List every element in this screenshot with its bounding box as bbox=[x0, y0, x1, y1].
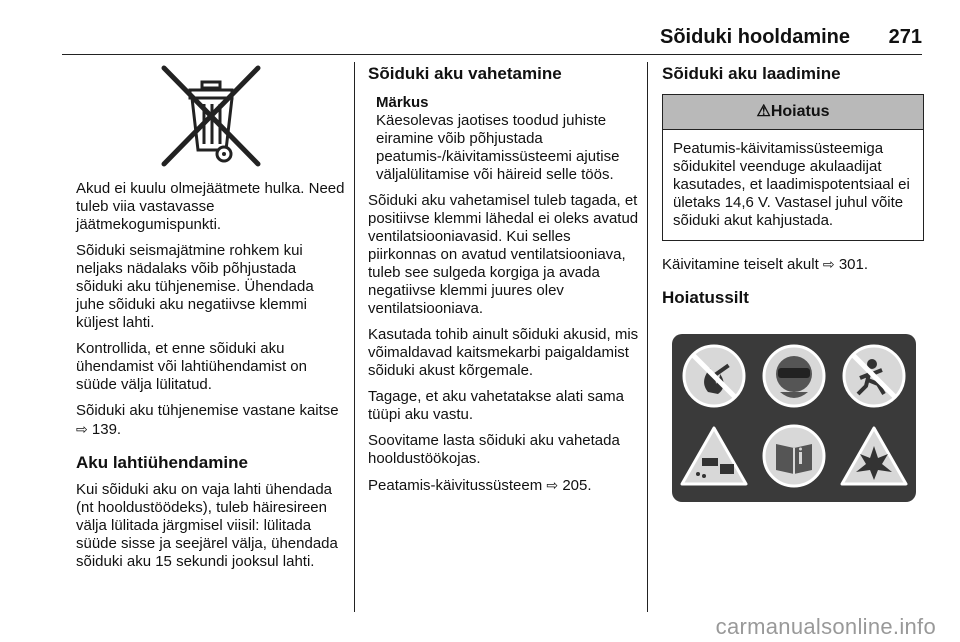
page-reference[interactable]: 205. bbox=[562, 477, 592, 494]
crossed-out-wheelie-bin-icon bbox=[76, 64, 346, 170]
warning-header bbox=[663, 95, 923, 130]
reference-arrow-icon: ⇨ bbox=[546, 477, 559, 493]
page-reference[interactable]: 301. bbox=[838, 256, 869, 273]
paragraph-text: Peatamis-käivitussüsteem bbox=[368, 477, 543, 494]
eye-protection-icon bbox=[764, 346, 824, 406]
column-3 bbox=[662, 64, 924, 316]
page-reference[interactable]: 139. bbox=[91, 421, 122, 438]
paragraph: Kontrollida, et enne sõiduki aku ühendamist või lahtiühendamist on süüde välja lülitatud. bbox=[76, 340, 307, 393]
paragraph: Kasutada tohib ainult sõiduki akusid, mis võimaldavad kaitsmekarbi paigaldamist sõiduki akust kõrgemale. bbox=[368, 326, 639, 379]
paragraph-text: Sõiduki aku tühjenemise vastane kaitse bbox=[76, 402, 339, 419]
column-2 bbox=[368, 64, 640, 503]
keep-children-away-icon bbox=[844, 346, 904, 406]
paragraph-with-reference bbox=[368, 476, 640, 495]
section-heading: Hoiatussilt bbox=[662, 288, 749, 307]
section-heading: Sõiduki aku laadimine bbox=[662, 64, 841, 83]
footer-watermark: carmanualsonline.info bbox=[715, 614, 936, 639]
warning-icon: ⚠ bbox=[756, 103, 771, 120]
reference-arrow-icon: ⇨ bbox=[822, 256, 835, 272]
note-block bbox=[368, 94, 640, 184]
no-flames-smoking-icon bbox=[684, 346, 744, 406]
warning-title: Hoiatus bbox=[770, 103, 830, 120]
paragraph: Sõiduki aku vahetamisel tuleb tagada, et positiivse klemmi lähedal ei oleks avatud ventilatsiooniavasid. Kui selles piirkonnas on avatud ventilatsiooniava, tuleb see sulgeda korgiga ja avada negatiivse klemmi juures olev ventilatsiooniava. bbox=[368, 192, 639, 317]
warning-box bbox=[662, 94, 924, 241]
paragraph: Tagage, et aku vahetatakse alati sama tüüpi aku vastu. bbox=[368, 388, 624, 423]
paragraph: Sõiduki seismajätmine rohkem kui neljaks nädalaks võib põhjustada sõiduki aku tühjenemise. Ühendada juhe sõiduki aku negatiivse klemmi küljest lahti. bbox=[76, 242, 314, 331]
header-rule bbox=[62, 54, 922, 55]
paragraph: Kui sõiduki aku on vaja lahti ühendada (nt hooldustöödeks), tuleb häiresireen välja lülitada järgmisel viisil: lülitada süüde sisse ja seejärel välja, ühendada sõiduki aku 15 sekundi jooksul lahti. bbox=[76, 481, 338, 570]
warning-text: Peatumis-käivitamissüsteemiga sõidukitel veenduge akulaadijat kasutades, et laadimispotentsiaal ei ületaks 14,6 V. Vastasel juhul võite sõiduki akut kahjustada. bbox=[673, 140, 910, 229]
paragraph-with-reference bbox=[76, 402, 346, 439]
section-heading: Aku lahtiühendamine bbox=[76, 453, 248, 472]
paragraph: Soovitame lasta sõiduki aku vahetada hooldustöökojas. bbox=[368, 432, 620, 467]
page-header-title: Sõiduki hooldamine bbox=[659, 26, 850, 48]
battery-warning-label bbox=[672, 334, 916, 502]
paragraph-text: Käivitamine teiselt akult bbox=[662, 256, 819, 273]
column-divider-1 bbox=[354, 62, 355, 612]
paragraph-with-reference bbox=[662, 255, 924, 274]
column-1 bbox=[76, 64, 346, 579]
note-title: Märkus bbox=[376, 94, 429, 111]
paragraph: Akud ei kuulu olmejäätmete hulka. Need tuleb viia vastavasse jäätmekogumispunkti. bbox=[76, 180, 345, 233]
read-manual-icon bbox=[764, 426, 824, 486]
note-text: Käesolevas jaotises toodud juhiste eiramine võib põhjustada peatumis-/käivitamissüsteemi ajutise väljalülitamise või häireid selle töös. bbox=[376, 112, 620, 183]
section-heading: Sõiduki aku vahetamine bbox=[368, 64, 562, 83]
reference-arrow-icon: ⇨ bbox=[76, 421, 88, 437]
page-number: 271 bbox=[888, 26, 922, 48]
column-divider-2 bbox=[647, 62, 648, 612]
